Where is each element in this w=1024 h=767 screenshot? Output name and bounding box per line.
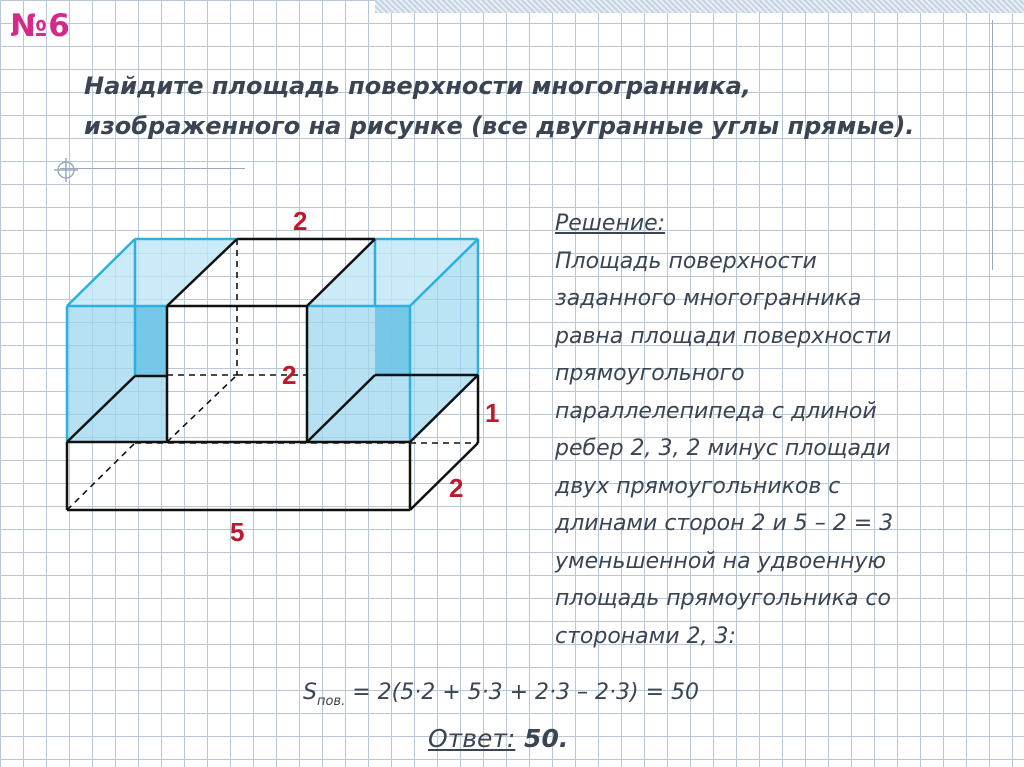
solution-line: прямоугольного (555, 361, 745, 386)
answer-label: Ответ: (428, 724, 516, 753)
label-right-depth: 2 (449, 473, 464, 503)
answer (428, 724, 568, 753)
solution-line: Площадь поверхности (555, 248, 817, 274)
solution-line: параллелепипеда с длиной (555, 398, 877, 424)
solution-line: сторонами 2, 3: (555, 623, 736, 649)
formula-subscript: пов. (316, 694, 346, 709)
solution-line: ребер 2, 3, 2 минус площади (555, 436, 891, 461)
solution-line: длинами сторон 2 и 5 – 2 = 3 (555, 511, 894, 536)
area-formula (303, 680, 699, 709)
answer-value: 50. (515, 724, 569, 753)
solution-heading: Решение: (555, 211, 666, 236)
label-bottom-length: 5 (230, 517, 245, 547)
solution-line: двух прямоугольников с (555, 473, 841, 499)
right-block-inner-face (375, 306, 410, 376)
formula-expression: = 2(5·2 + 5·3 + 2·3 – 2·3) = 50 (345, 680, 699, 705)
solution-line: уменьшенной на удвоенную (555, 548, 887, 574)
left-block-inner-face (135, 306, 167, 376)
solution-line: заданного многогранника (555, 286, 862, 311)
solution-line: равна площади поверхности (555, 323, 892, 349)
solution-line: площадь прямоугольника со (555, 586, 891, 611)
problem-number: №6 (10, 8, 71, 44)
label-middle-height: 2 (282, 360, 297, 390)
formula-symbol: S (303, 680, 317, 705)
left-block-top-face (67, 239, 237, 306)
label-top-width: 2 (293, 206, 308, 236)
statement-line-2: изображенного на рисунке (все двугранные углы прямые). (84, 112, 915, 140)
label-right-height: 1 (485, 398, 500, 428)
statement-line-1: Найдите площадь поверхности многогранника, (84, 72, 751, 100)
solution-text (555, 205, 995, 655)
